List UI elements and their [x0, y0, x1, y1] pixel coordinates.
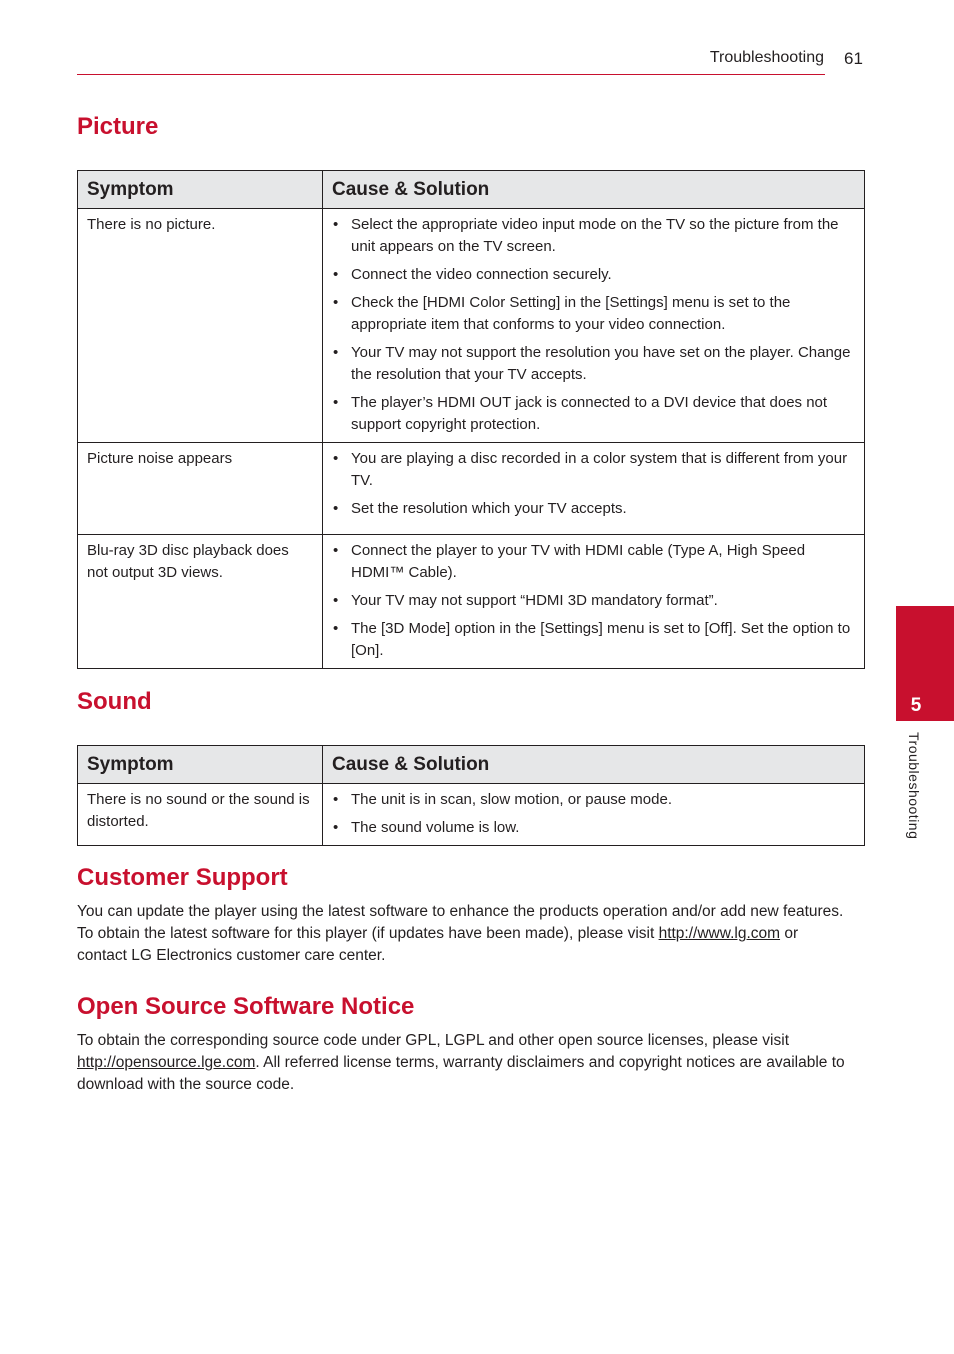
cause-item: • You are playing a disc recorded in a color system that is different from your TV. [332, 448, 855, 492]
picture-table [77, 170, 865, 669]
open-source-text [77, 1030, 847, 1096]
header-divider [77, 74, 825, 75]
cause-cell [323, 209, 865, 443]
open-source-text-end: . All referred license terms, warranty disclaimers and copyright notices are available to download with the source code. [77, 1054, 845, 1093]
table-row [78, 443, 865, 535]
symptom-column-header: Symptom [78, 746, 323, 784]
symptom-cell: There is no picture. [78, 209, 323, 443]
cause-cell [323, 784, 865, 846]
cause-cell [323, 535, 865, 669]
customer-support-text-end: or contact LG Electronics customer care center. [77, 925, 799, 964]
symptom-cell: Blu-ray 3D disc playback does not output 3D views. [78, 535, 323, 669]
cause-item: • Check the [HDMI Color Setting] in the [Settings] menu is set to the appropriate item that conforms to your video connection. [332, 292, 855, 336]
table-row [78, 784, 865, 846]
sound-heading: Sound [77, 688, 152, 715]
page-number: 61 [844, 49, 863, 68]
opensource-website-link[interactable]: http://opensource.lge.com [77, 1054, 256, 1071]
customer-support-text [77, 901, 847, 967]
chapter-number: 5 [910, 695, 922, 716]
cause-item: • Your TV may not support the resolution you have set on the player. Change the resolution that your TV accepts. [332, 342, 855, 386]
cause-column-header: Cause & Solution [323, 171, 865, 209]
symptom-cell: Picture noise appears [78, 443, 323, 535]
cause-column-header: Cause & Solution [323, 746, 865, 784]
cause-item: • Connect the video connection securely. [332, 264, 855, 286]
table-row [78, 535, 865, 669]
cause-item: • Connect the player to your TV with HDMI cable (Type A, High Speed HDMI™ Cable). [332, 540, 855, 584]
picture-heading: Picture [77, 113, 159, 140]
lg-website-link[interactable]: http://www.lg.com [658, 925, 781, 942]
cause-item: • Select the appropriate video input mode on the TV so the picture from the unit appears on the TV screen. [332, 214, 855, 258]
table-row [78, 209, 865, 443]
cause-item: • Set the resolution which your TV accepts. [332, 498, 855, 520]
sound-table [77, 745, 865, 846]
cause-item: • The unit is in scan, slow motion, or pause mode. [332, 789, 855, 811]
picture-table-header [78, 171, 865, 209]
open-source-text-start: To obtain the corresponding source code under GPL, LGPL and other open source licenses, please visit [77, 1032, 790, 1049]
sound-table-header [78, 746, 865, 784]
cause-item: • The player’s HDMI OUT jack is connected to a DVI device that does not support copyright protection. [332, 392, 855, 436]
cause-item: • Your TV may not support “HDMI 3D mandatory format”. [332, 590, 855, 612]
open-source-heading: Open Source Software Notice [77, 993, 415, 1020]
symptom-column-header: Symptom [78, 171, 323, 209]
cause-cell [323, 443, 865, 535]
customer-support-text-start: You can update the player using the latest software to enhance the products operation and/or add new features. To obtain the latest software for this player (if updates have been made), please visit [77, 903, 844, 942]
chapter-label: Troubleshooting [906, 732, 922, 840]
header-section-title: Troubleshooting [709, 49, 824, 66]
symptom-cell: There is no sound or the sound is distorted. [78, 784, 323, 846]
chapter-tab [896, 606, 954, 721]
cause-item: • The sound volume is low. [332, 817, 855, 839]
cause-item: • The [3D Mode] option in the [Settings] menu is set to [Off]. Set the option to [On]. [332, 618, 855, 662]
customer-support-heading: Customer Support [77, 864, 288, 891]
